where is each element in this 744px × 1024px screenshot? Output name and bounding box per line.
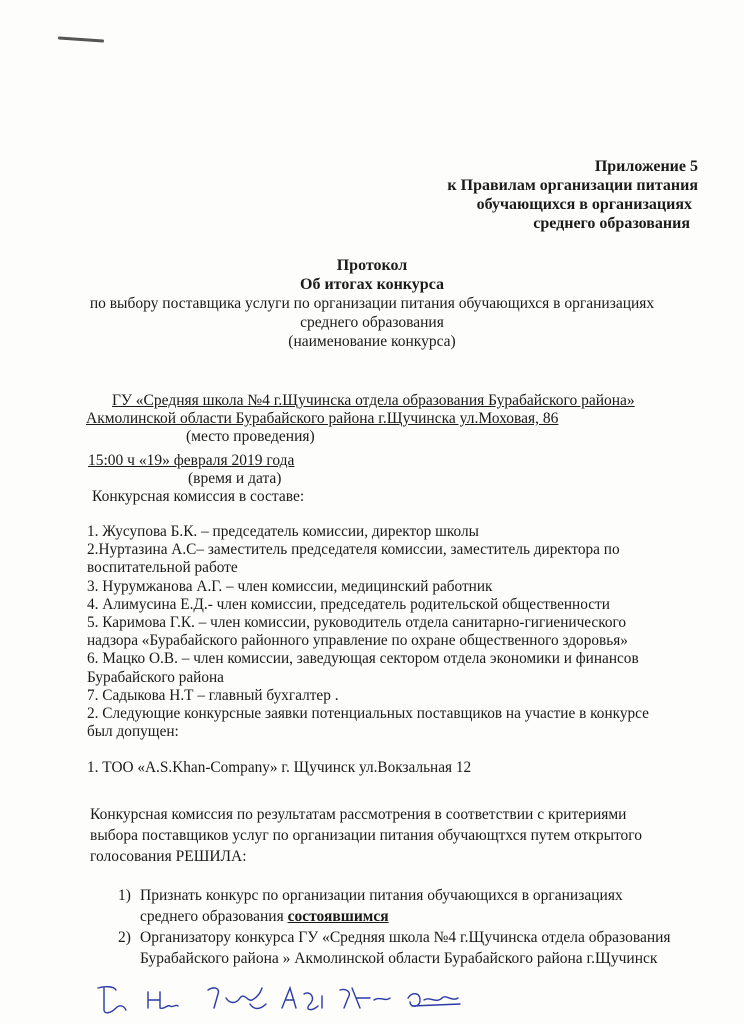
decision-line-2: выбора поставщиков услуг по организации питания обучающтхся путем открытого	[90, 827, 643, 844]
datetime-value: 15:00 ч «19» февраля 2019 года	[88, 452, 295, 469]
signature-3	[208, 988, 266, 1009]
venue-block	[88, 392, 635, 446]
member-line: воспитательной работе	[87, 559, 238, 577]
protocol-title-block	[0, 256, 744, 351]
contest-name-caption: (наименование конкурса)	[288, 333, 456, 350]
list-item-line: Бурабайского района » Акмолинской области Бурабайского района г.Щучинск	[140, 950, 658, 967]
appendix-header	[447, 157, 698, 233]
contest-name-line-2: среднего образования	[300, 314, 444, 331]
list-item-number: 2)	[118, 929, 131, 946]
protocol-subtitle: Об итогах конкурса	[300, 276, 444, 293]
applications-line-2: был допущен:	[87, 723, 179, 741]
signature-6	[408, 994, 460, 1007]
scan-artifact-mark	[58, 36, 104, 42]
list-item-number: 1)	[118, 887, 131, 904]
signatures	[90, 980, 490, 1020]
member-line: 1. Жусупова Б.К. – председатель комиссии, директор школы	[87, 523, 479, 540]
commission-intro: Конкурсная комиссия в составе:	[92, 488, 305, 505]
appendix-line-1: Приложение 5	[594, 158, 698, 175]
venue-line-2: Акмолинской области Бурабайского района г.Щучинска ул.Моховая, 86	[86, 410, 559, 427]
appendix-line-2: к Правилам организации питания	[447, 177, 698, 194]
member-line: 5. Каримова Г.К. – член комиссии, руководитель отдела санитарно-гигиенического	[87, 614, 627, 632]
member-line: 2.Нуртазина А.С– заместитель председателя комиссии, заместитель директора по	[87, 541, 620, 559]
list-item	[118, 927, 718, 969]
signature-2	[148, 992, 178, 1008]
applications-line-1: 2. Следующие конкурсные заявки потенциальных поставщиков на участие в конкурсе	[87, 705, 649, 723]
signature-4	[282, 988, 322, 1010]
appendix-line-4: среднего образования	[533, 215, 690, 232]
appendix-line-3: обучающихся в организациях	[476, 196, 692, 213]
venue-caption: (место проведения)	[186, 428, 315, 445]
member-line: 6. Мацко О.В. – член комиссии, заведующая сектором отдела экономики и финансов	[87, 650, 639, 668]
signature-5	[340, 988, 390, 1008]
member-line: 3. Нурумжанова А.Г. – член комиссии, медицинский работник	[87, 577, 493, 595]
member-line: надзора «Бурабайского районного управление по охране общественного здоровья»	[87, 632, 628, 650]
protocol-title: Протокол	[336, 257, 408, 274]
list-item	[118, 885, 718, 927]
decision-list	[118, 885, 718, 969]
list-item-line: Организатору конкурса ГУ «Средняя школа №4 г.Щучинска отдела образования	[140, 929, 671, 946]
datetime-caption: (время и дата)	[188, 470, 282, 487]
list-item-line	[140, 906, 718, 927]
decision-line-3: голосования РЕШИЛА:	[90, 848, 247, 865]
result-emphasis: состоявшимся	[287, 908, 389, 925]
supplier-line: 1. ТОО «A.S.Khan-Company» г. Щучинск ул.Вокзальная 12	[87, 759, 472, 777]
list-item-line: Признать конкурс по организации питания обучающихся в организациях	[140, 887, 623, 904]
contest-name-line-1: по выбору поставщика услуги по организации питания обучающихся в организациях	[89, 295, 655, 312]
decision-block	[90, 804, 700, 867]
venue-line-1: ГУ «Средняя школа №4 г.Щучинска отдела образования Бурабайского района»	[112, 392, 635, 409]
member-line: Бурабайского района	[87, 668, 224, 686]
signature-1	[98, 987, 126, 1013]
member-line: 4. Алимусина Е.Д.- член комиссии, председатель родительской общественности	[87, 595, 610, 613]
member-line: 7. Садыкова Н.Т – главный бухгалтер .	[87, 686, 339, 704]
list-item-text: среднего образования	[140, 908, 288, 925]
decision-line-1: Конкурсная комиссия по результатам рассмотрения в соответствии с критериями	[90, 806, 627, 823]
commission-members	[87, 523, 707, 778]
